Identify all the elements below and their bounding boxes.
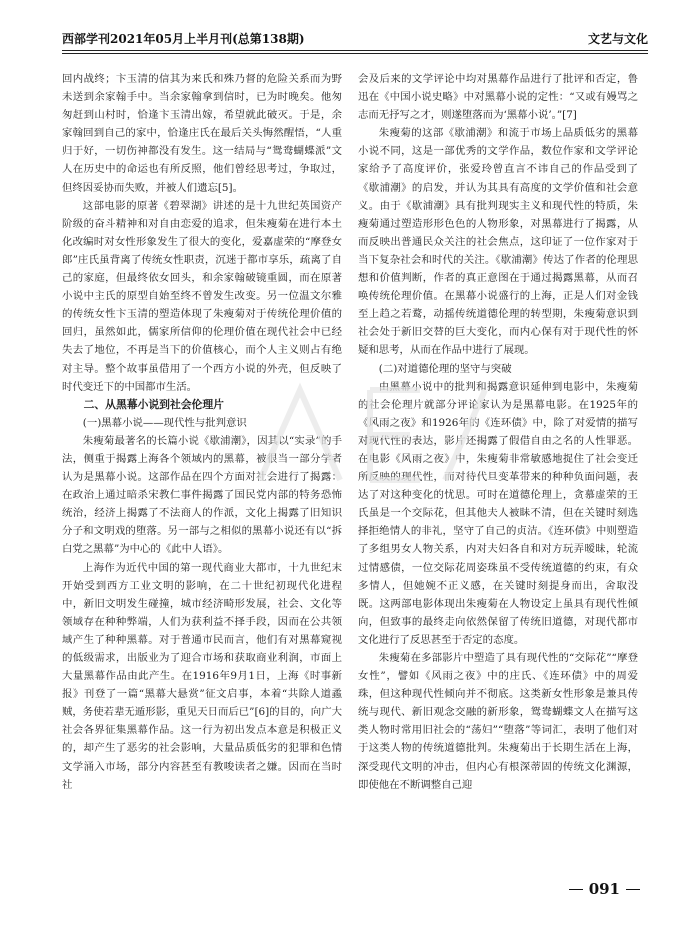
running-header [62, 28, 648, 48]
journal-title: 西部学刊2021年05月上半月刊(总第138期) [62, 31, 305, 46]
right-column [358, 70, 638, 794]
paragraph: 朱瘦菊在多部影片中塑造了具有现代性的“交际花”“摩登女性”，譬如《风雨之夜》中的庄氏、《连环债》中的周爱珠，但这种现代性倾向并不彻底。这类新女性形象是兼具传统与现代、新旧观念交融的新形象，鸳鸯蝴蝶文人在描写这类人物时常用旧社会的“荡妇”“堕落”等词汇，表明了他们对于这类人物的传统道德批判。朱瘦菊出于长期生活在上海，深受现代文明的冲击，但内心有根深蒂固的传统文化渊源，即使他在不断调整自己迎 [358, 652, 638, 791]
header-rule-thin [62, 53, 648, 54]
paragraph: 这部电影的原著《碧翠湖》讲述的是十九世纪英国资产阶级的奋斗精神和对自由恋爱的追求，但朱瘦菊在进行本土化改编时对女性形象发生了很大的变化，爱嘉虚荣的“摩登女郎”庄氏虽背离了传统女性职责，沉迷于都市享乐，疏离了自己的家庭，但最终依女回头，和余家翰破镜重圆，而在原著小说中主氏的原型自始至终不曾发生改变。另一位温文尔雅的传统女性卞玉清的塑造体现了朱瘦菊对于传统伦理价值的回归，虽然如此，儒家所信仰的伦理价值在现代社会中已经失去了地位，不再是当下的价值核心，而个人主义则占有绝对主导。整个故事虽借用了一个西方小说的外壳，但反映了时代变迁下的中国都市生活。 [62, 199, 342, 393]
page-number: 091 [588, 880, 620, 898]
section-heading: 二、从黑幕小说到社会伦理片 [83, 397, 224, 411]
paragraph: 上海作为近代中国的第一现代商业大都市，十九世纪末开始受到西方工业文明的影响，在二十世纪初现代化进程中，新旧文明发生碰撞，城市经济畸形发展，社会、文化等领域存在种种弊端，人们为获利益不择手段，因而在公共领域产生了种种黑幕。对于普通市民而言，他们有对黑幕窥视的低级需求，出版业为了迎合市场和获取商业利润，市面上大量黑幕作品由此产生。在1916年9月1日，上海《时事新报》刊登了一篇“黑幕大悬赏”征文启事，本着“共除人道蟊贼，务使若辈无遁形影，重见天日而后已”[6]的目的，向广大社会各界征集黑幕作品。这一行为初出发点本意是积极正义的，却产生了恶劣的社会影响，大量品质低劣的犯罪和色情文学涌入市场，部分内容甚至有教唆读者之嫌。因而在当时社 [62, 561, 342, 791]
paragraph: 会及后来的文学评论中均对黑幕作品进行了批评和否定，鲁迅在《中国小说史略》中对黑幕小说的定性：“又或有嫚骂之志而无抒写之才，则遂堕落而为‘黑幕小说’。”[7] [358, 73, 638, 122]
header-rule [62, 50, 648, 51]
subsection-heading: (二)对道德伦理的坚守与突破 [378, 362, 512, 375]
subsection-heading: (一)黑幕小说——现代性与批判意识 [82, 416, 247, 429]
paragraph: 朱瘦菊最著名的长篇小说《歇浦潮》，因其以“实录”的手法，侧重于揭露上海各个领域内的黑幕，被很当一部分学者认为是黑幕小说。这部作品在四个方面对社会进行了揭露：在政治上通过暗杀宋教仁事件揭露了国民党内部的特务恐怖统治，经济上揭露了不法商人的作派，文化上揭露了旧知识分子和文明戏的堕落。另一部与之相似的黑幕小说还有以“拆白党之黑幕”为中心的《此中人语》。 [62, 434, 342, 556]
footer-dash-left [569, 889, 583, 890]
paragraph: 回内战终；卞玉清的信其为来氏和殊乃督的危险关系而为野未送到余家翰手中。当余家翰拿到信时，已为时晚矣。他匆匆赶到山村时，恰逢卞玉清出嫁，希望就此破灭。于是，余家翰回到自己的家中，恰逢庄氏在最后关头悔然醒悟，“人重归于好，一切伤神都没有发生。这一结局与“鸳鸯蝴蝶派”文人在历史中的命运也有所反照，他们曾经思考过，争取过，但终因妥协而失败，并被人们遗忘[5]。 [62, 73, 342, 194]
section-title: 文艺与文化 [587, 31, 648, 46]
paragraph: 由黑幕小说中的批判和揭露意识延伸到电影中，朱瘦菊的社会伦理片就部分评论家认为是黑幕电影。在1925年的《风雨之夜》和1926年的《连环债》中，除了对爱情的描写对现代性的表达，影片还揭露了假借自由之名的人性罪恶。在电影《风雨之夜》中，朱瘦菊非常敏感地捉住了社会变迁所反映的现代性，而对待代旦变革带来的种种负面问题，表达了对这种变化的忧思。可时在道德伦理上，贪慕虚荣的王氏虽是一个交际花，但其他夫人被眛不清，但在关键时刻选择拒绝情人的非礼，坚守了自己的贞洁。《连环债》中则塑造了多组男女人物关系，内对夫妇各自和对方玩弄暧昧，轮流过情感债，一位交际花周姿珠虽不受传统道德的约束，有众多情人，但她婉不正义感，在关键时刻提身而出，舍取没既。这两部电影体现出朱瘦菊在人物设定上虽具有现代性倾向，但致事的最终走向依然保留了传统旧道德，对现代都市文化进行了反思甚至于否定的态度。 [358, 380, 638, 646]
page-footer [569, 880, 640, 898]
left-column [62, 70, 342, 794]
footer-dash-right [626, 889, 640, 890]
paragraph: 朱瘦菊的这部《歇浦潮》和流于市场上品质低劣的黑幕小说不同，这是一部优秀的文学作品，数位作家和文学评论家给予了高度评价，张爱玲曾直言不讳自己的作品受到了《歇浦潮》的启发，并认为其具有高度的文学价值和社会意义。由于《歇浦潮》具有批判现实主义和现代性的特质，朱瘦菊通过塑造形形色色的人物形象，对黑幕进行了揭露，从而反映出普通民众关注的社会焦点，这印证了一位作家对于当下复杂社会和时代的关注。《歇浦潮》传达了作者的伦理思想和价值判断，作者的真正意图在于通过揭露黑幕，从而召唤传统伦理价值。在黑幕小说盛行的上海，正是人们对金钱至上趋之若鹜，动摇传统道德伦理的转型期，朱瘦菊意识到社会处于新旧交替的巨大变化，而内心保有对于现代性的怀疑和思考，从而在作品中进行了展现。 [358, 127, 638, 357]
